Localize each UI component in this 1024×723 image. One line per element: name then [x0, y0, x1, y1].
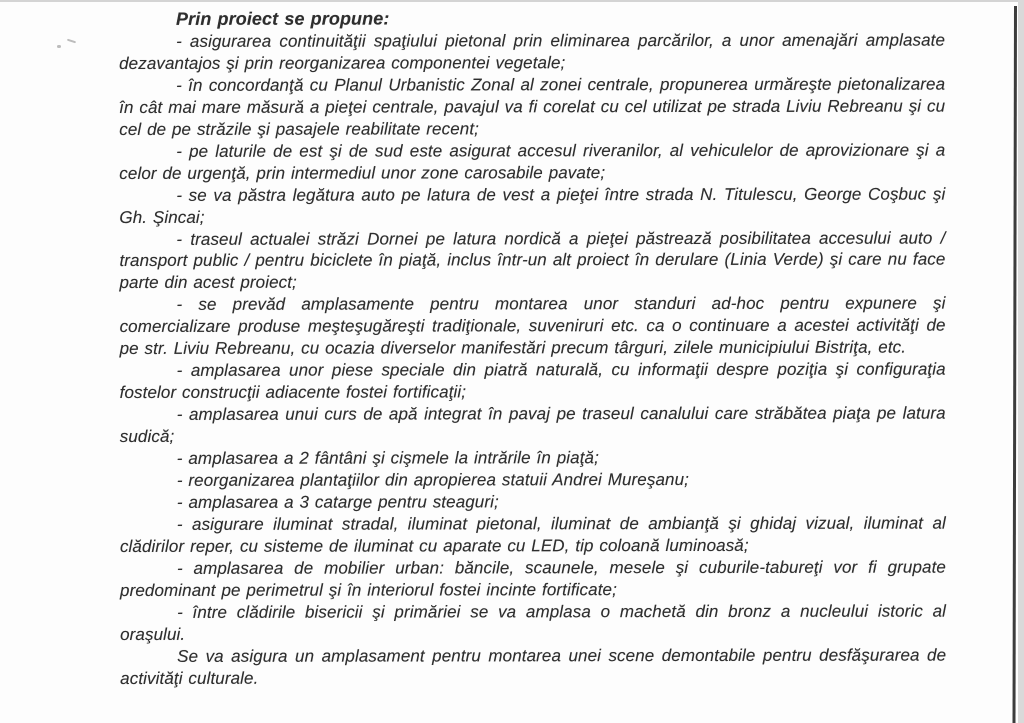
paragraph: - amplasarea a 2 fântâni şi cişmele la intrările în piaţă; [176, 448, 599, 468]
scan-smudge [57, 45, 61, 48]
paragraph: Se va asigura un amplasament pentru montarea unei scene demontabile pentru desfăşurarea de activităţi culturale. [120, 645, 947, 688]
paragraph: - amplasarea unor piese speciale din piatră naturală, cu informaţii despre poziţia şi configuraţia fostelor construcţii adiacente fostei fortificaţii; [119, 359, 946, 403]
scan-edge-shadow [1018, 0, 1024, 723]
document-title: Prin proiect se propune: [175, 8, 390, 29]
paragraph: - amplasarea unui curs de apă integrat în pavaj pe traseul canalului care străbătea piaţa pe latura sudică; [119, 403, 946, 447]
scan-edge-line [1012, 6, 1017, 723]
paragraph: - amplasarea a 3 catarge pentru steaguri; [176, 492, 499, 512]
paragraph: - se va păstra legătura auto pe latura de vest a pieţei între strada N. Titulescu, George Coşbuc şi Gh. Şincai; [119, 184, 946, 227]
scan-smudge [67, 39, 76, 44]
paragraph: - în concordanţă cu Planul Urbanistic Zonal al zonei centrale, propunerea urmăreşte pietonalizarea în cât mai mare măsură a pieţei centrale, pavajul va fi corelat cu cel utilizat pe strada Liviu Rebreanu şi cu cel de pe străzile şi pasajele reabilitate recent; [119, 74, 946, 139]
paragraph: - traseul actualei străzi Dornei pe latura nordică a pieţei păstrează posibilitatea accesului auto / transport public / pentru biciclete în piaţă, inclus într-un alt proiect în derulare (Linia Verde) şi care nu face parte din acest proiect; [119, 228, 946, 293]
paragraph: - se prevăd amplasamente pentru montarea unor standuri ad-hoc pentru expunere şi comercializare produse meşteşugăreşti tradiţionale, suveniruri etc. ca o continuare a acestei activităţi de pe str. Liviu Rebreanu, cu ocazia diverselor manifestări precum târguri, zilele municipiului Bistriţa, etc. [119, 293, 946, 359]
paragraph: - amplasarea de mobilier urban: băncile, scaunele, mesele şi cuburile-tabureţi vor fi grupate predominant pe perimetrul şi în interiorul fostei incinte fortificate; [119, 557, 946, 600]
paragraph: - reorganizarea plantaţiilor din apropierea statuii Andrei Mureşanu; [176, 470, 689, 490]
paragraph: - asigurare iluminat stradal, iluminat pietonal, iluminat de ambianţă şi ghidaj vizual, iluminat al clădirilor reper, cu sisteme de iluminat cu aparate cu LED, tip coloană luminoasă; [119, 513, 946, 556]
paragraph: - pe laturile de est şi de sud este asigurat accesul riveranilor, al vehiculelor de aprovizionare şi a celor de urgenţă, prin intermediul unor zone carosabile pavate; [119, 140, 946, 183]
paragraph: - asigurarea continuităţii spaţiului pietonal prin eliminarea parcărilor, a unor amenajări amplasate dezavantajos şi prin reorganizarea componentei vegetale; [119, 30, 946, 73]
scan-top-edge [0, 0, 1024, 2]
document-body [119, 8, 946, 690]
paragraph: - între clădirile bisericii şi primăriei se va amplasa o machetă din bronz a nucleului istoric al oraşului. [120, 601, 947, 644]
